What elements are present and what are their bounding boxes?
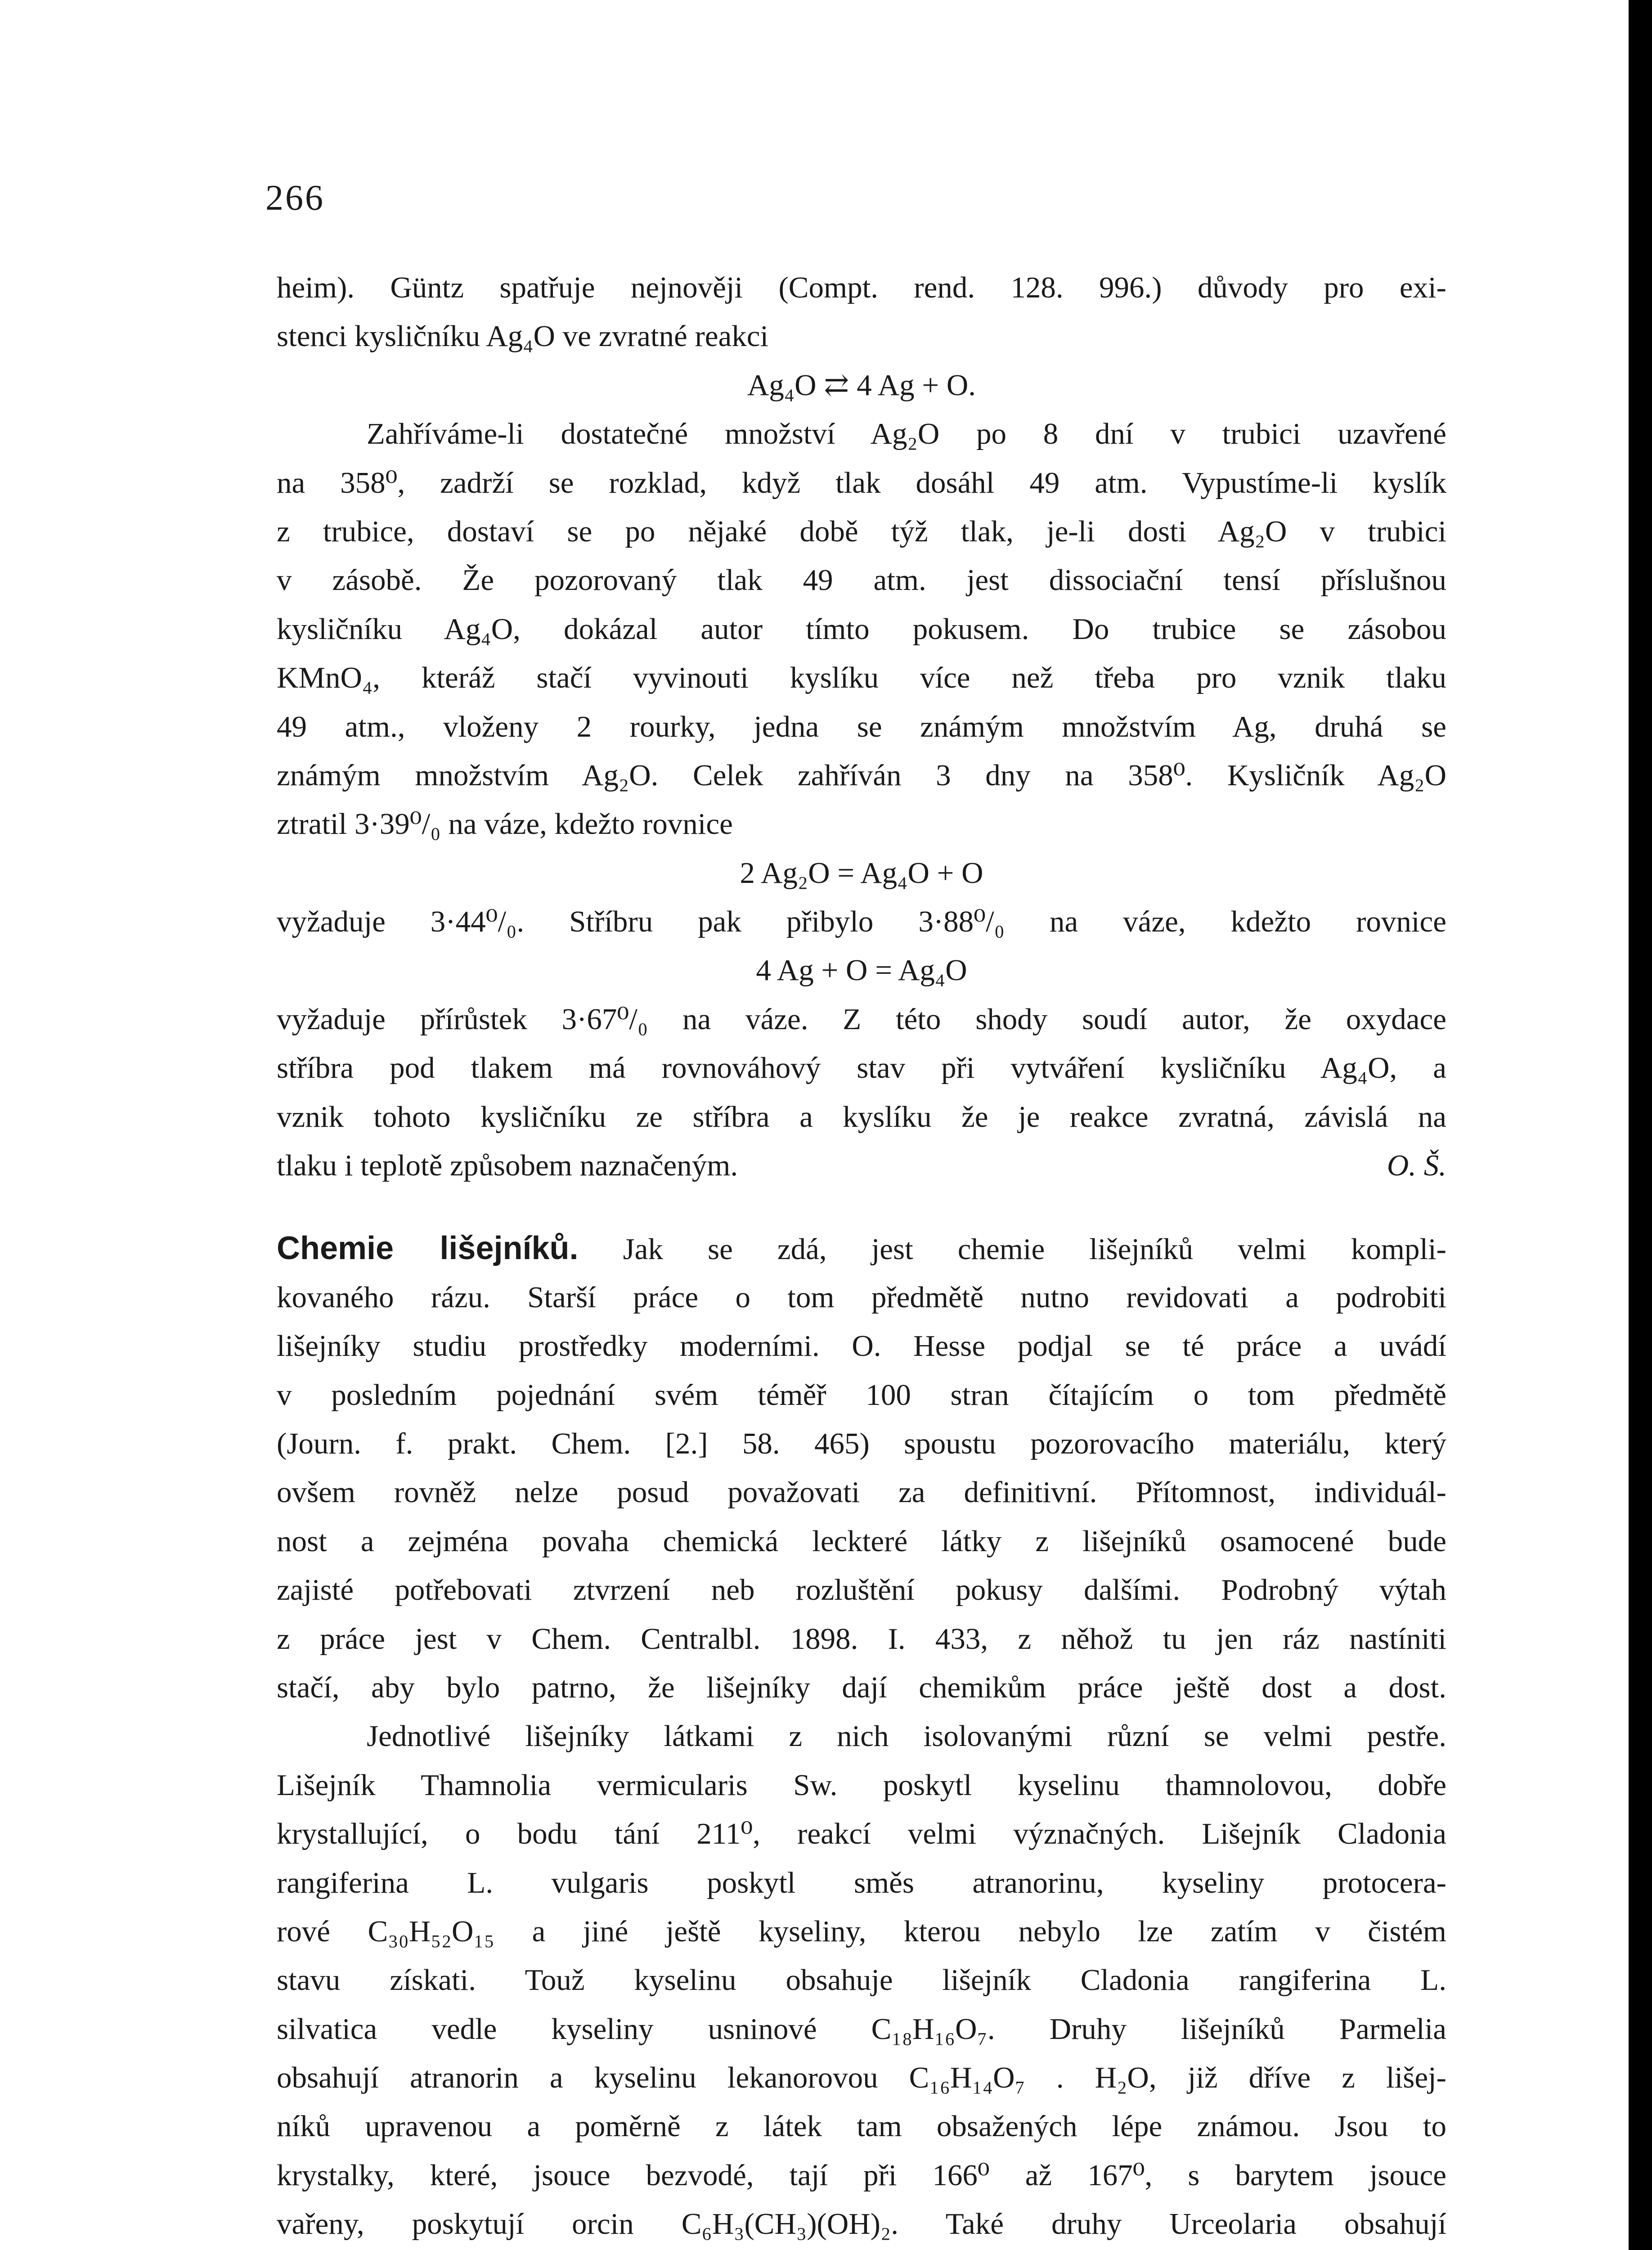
text-line: vyžaduje přírůstek 3·67⁰/₀ na váze. Z této shody soudí autor, že oxydace <box>277 1002 1446 1036</box>
text-line: Jak se zdá, jest chemie lišejníků velmi kompli- <box>623 1233 1446 1266</box>
text-line: Zahříváme-li dostatečné množství Ag₂O po 8 dní v trubici uzavřené <box>367 417 1446 451</box>
text-line: stenci kysličníku Ag₄O ve zvratné reakci <box>277 320 769 353</box>
text-line: z práce jest v Chem. Centralbl. 1898. I. 433, z něhož tu jen ráz nastíniti <box>277 1622 1446 1656</box>
text-line: Lišejník Thamnolia vermicularis Sw. poskytl kyselinu thamnolovou, dobře <box>277 1768 1446 1802</box>
text-line: tlaku i teplotě způsobem naznačeným. <box>277 1149 738 1183</box>
text-line: v zásobě. Že pozorovaný tlak 49 atm. jest dissociační tensí příslušnou <box>277 563 1446 597</box>
text-line: Jednotlivé lišejníky látkami z nich isolovanými různí se velmi pestře. <box>367 1719 1446 1753</box>
text-line: rangiferina L. vulgaris poskytl směs atranorinu, kyseliny protocera- <box>277 1866 1446 1899</box>
reaction-equation: 2 Ag₂O = Ag₄O + O <box>740 856 983 890</box>
text-line: kysličníku Ag₄O, dokázal autor tímto pokusem. Do trubice se zásobou <box>277 612 1446 646</box>
text-line: heim). Güntz spatřuje nejnověji (Compt. rend. 128. 996.) důvody pro exi- <box>277 271 1446 304</box>
text-line: zajisté potřebovati ztvrzení neb rozluštění pokusy dalšími. Podrobný výtah <box>277 1573 1446 1607</box>
reaction-equation: 4 Ag + O = Ag₄O <box>756 954 967 987</box>
text-line: stavu získati. Touž kyselinu obsahuje lišejník Cladonia rangiferina L. <box>277 1963 1446 1997</box>
text-line <box>277 1141 1446 1190</box>
author-signature: O. Š. <box>1387 1149 1446 1183</box>
text-line: vařeny, poskytují orcin C₆H₃(CH₃)(OH)₂. Také druhy Urceolaria obsahují <box>277 2207 1446 2241</box>
text-line: známým množstvím Ag₂O. Celek zahříván 3 dny na 358⁰. Kysličník Ag₂O <box>277 758 1446 792</box>
text-line: KMnO₄, kteráž stačí vyvinouti kyslíku více než třeba pro vznik tlaku <box>277 661 1446 695</box>
text-line: lišejníky studiu prostředky moderními. O. Hesse podjal se té práce a uvádí <box>277 1329 1446 1363</box>
text-line: rové C₃₀H₅₂O₁₅ a jiné ještě kyseliny, kterou nebylo lze zatím v čistém <box>277 1914 1446 1948</box>
text-line: silvatica vedle kyseliny usninové C₁₈H₁₆O₇. Druhy lišejníků Parmelia <box>277 2012 1446 2046</box>
text-line: vznik tohoto kysličníku ze stříbra a kyslíku že je reakce zvratná, závislá na <box>277 1100 1446 1134</box>
text-line: stačí, aby bylo patrno, že lišejníky dají chemikům práce ještě dost a dost. <box>277 1670 1446 1704</box>
text-line: obsahují atranorin a kyselinu lekanorovou C₁₆H₁₄O₇ . H₂O, již dříve z lišej- <box>277 2061 1446 2095</box>
page-number: 266 <box>265 178 325 218</box>
text-line: z trubice, dostaví se po nějaké době týž tlak, je-li dosti Ag₂O v trubici <box>277 514 1446 548</box>
text-line: vyžaduje 3·44⁰/₀. Stříbru pak přibylo 3·88⁰/₀ na váze, kdežto rovnice <box>277 905 1446 939</box>
text-line <box>277 2249 1446 2250</box>
text-line: (Journ. f. prakt. Chem. [2.] 58. 465) spoustu pozorovacího materiálu, který <box>277 1426 1446 1460</box>
text-line: kovaného rázu. Starší práce o tom předmětě nutno revidovati a podrobiti <box>277 1280 1446 1314</box>
section-heading: Chemie lišejníků. <box>277 1230 579 1267</box>
text-line: nost a zejména povaha chemická leckteré látky z lišejníků osamocené bude <box>277 1524 1446 1558</box>
reaction-equation: Ag₄O ⇄ 4 Ag + O. <box>747 368 976 402</box>
text-line: 49 atm., vloženy 2 rourky, jedna se známým množstvím Ag, druhá se <box>277 710 1446 743</box>
text-line: krystallující, o bodu tání 211⁰, reakcí velmi význačných. Lišejník Cladonia <box>277 1817 1446 1851</box>
text-line: krystalky, které, jsouce bezvodé, tají při 166⁰ až 167⁰, s barytem jsouce <box>277 2158 1446 2192</box>
text-line: na 358⁰, zadrží se rozklad, když tlak dosáhl 49 atm. Vypustíme-li kyslík <box>277 466 1446 500</box>
text-line: stříbra pod tlakem má rovnováhový stav při vytváření kysličníku Ag₄O, a <box>277 1051 1446 1085</box>
text-line: níků upravenou a poměrně z látek tam obsažených lépe známou. Jsou to <box>277 2110 1446 2143</box>
text-line: ovšem rovněž nelze posud považovati za definitivní. Přítomnost, individuál- <box>277 1476 1446 1509</box>
body-text <box>277 263 1446 2250</box>
section-first-line <box>277 1224 1446 1273</box>
text-line: v posledním pojednání svém téměř 100 stran čítajícím o tom předmětě <box>277 1378 1446 1412</box>
text-line: ztratil 3·39⁰/₀ na váze, kdežto rovnice <box>277 807 733 841</box>
scan-border <box>1629 0 1652 2250</box>
